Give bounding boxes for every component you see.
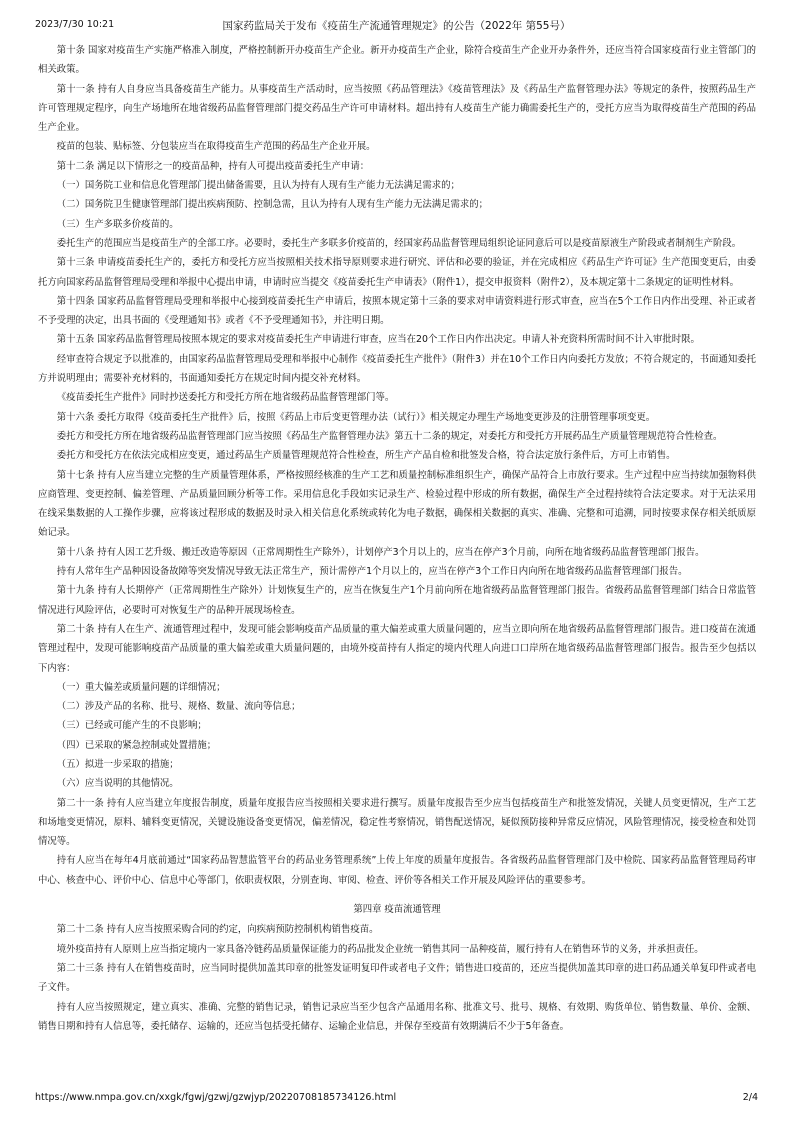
- list-item: （一）国务院工业和信息化管理部门提出储备需要，且认为持有人现有生产能力无法满足需求的；: [56, 180, 460, 192]
- paragraph: 持有人应当按照规定，建立真实、准确、完整的销售记录，销售记录应当至少包含产品通用名称、批准文号、批号、规格、有效期、购货单位、销售数量、单价、金额、销售日期和持有人信息等，委托储存、运输的，还应当包括受托储存、运输企业信息，并保存至疫苗有效期满后不少于5年备查。: [38, 1001, 756, 1032]
- paragraph: 《疫苗委托生产批件》同时抄送委托方和受托方所在地省级药品监督管理部门等。: [56, 392, 395, 404]
- list-item: （二）涉及产品的名称、批号、规格、数量、流向等信息；: [56, 701, 301, 713]
- document-body: [38, 41, 756, 1036]
- list-item: （五）拟进一步采取的措施；: [56, 758, 179, 770]
- list-item: （四）已采取的紧急控制或处置措施；: [56, 739, 217, 751]
- paragraph: 第二十一条 持有人应当建立年度报告制度，质量年度报告应当按照相关要求进行撰写。质量年度报告至少应当包括疫苗生产和批签发情况，关键人员变更情况，生产工艺和场地变更情况，原料、辅料变更情况，关键设施设备变更情况，偏差情况，稳定性考察情况，销售配送情况，疑似预防接种异常反应情况，风险管理情况，接受检查和处罚情况等。: [38, 797, 756, 848]
- paragraph: 第十四条 国家药品监督管理局受理和举报中心接到疫苗委托生产申请后，按照本规定第十三条的要求对申请资料进行形式审查，应当在5个工作日内作出受理、补正或者不予受理的决定，出具书面的《受理通知书》或者《不予受理通知书》，并注明日期。: [38, 295, 756, 327]
- source-url[interactable]: https://www.nmpa.gov.cn/xxgk/fgwj/gzwj/gzwjyp/20220708185734126.html: [35, 1092, 397, 1103]
- page-number: 2/4: [742, 1092, 758, 1103]
- paragraph: 第二十三条 持有人在销售疫苗时，应当同时提供加盖其印章的批签发证明复印件或者电子文件；销售进口疫苗的，还应当提供加盖其印章的进口药品通关单复印件或者电子文件。: [38, 962, 756, 994]
- document-title: 国家药监局关于发布《疫苗生产流通管理规定》的公告（2022年 第55号）: [222, 20, 571, 32]
- chapter-heading: 第四章 疫苗流通管理: [353, 904, 441, 916]
- paragraph: 第十三条 申请疫苗委托生产的，委托方和受托方应当按照相关技术指导原则要求进行研究、评估和必要的验证，并在完成相应《药品生产许可证》生产范围变更后，由委托方向国家药品监督管理局受理和举报中心提出申请，申请时应当提交《疫苗委托生产申请表》（附件1），提交申报资料（附件2），及本规定第十二条规定的证明性材料。: [38, 257, 756, 288]
- paragraph: 第十九条 持有人长期停产（正常周期性生产除外）计划恢复生产的，应当在恢复生产1个月前向所在地省级药品监督管理部门报告。省级药品监督管理部门结合日常监管情况进行风险评估，必要时可对恢复生产的品种开展现场检查。: [38, 585, 756, 616]
- paragraph: 委托方和受托方所在地省级药品监督管理部门应当按照《药品生产监督管理办法》第五十二条的规定，对委托方和受托方开展药品生产质量管理规范符合性检查。: [56, 430, 723, 442]
- list-item: （三）生产多联多价疫苗的。: [56, 218, 179, 230]
- paragraph: 第二十条 持有人在生产、流通管理过程中，发现可能会影响疫苗产品质量的重大偏差或重大质量问题的，应当立即向所在地省级药品监督管理部门报告。进口疫苗在流通管理过程中，发现可能影响疫苗产品质量的重大偏差或重大质量问题的，由境外疫苗持有人指定的境内代理人向进口口岸所在地省级药品监督管理部门报告。报告至少包括以下内容：: [38, 623, 756, 674]
- list-item: （一）重大偏差或质量问题的详细情况；: [56, 681, 226, 693]
- paragraph: 第十八条 持有人因工艺升级、搬迁改造等原因（正常周期性生产除外），计划停产3个月以上的，应当在停产3个月前，向所在地省级药品监督管理部门报告。: [56, 546, 705, 558]
- paragraph: 第十五条 国家药品监督管理局按照本规定的要求对疫苗委托生产申请进行审查，应当在20个工作日内作出决定。申请人补充资料所需时间不计入审批时限。: [56, 334, 700, 346]
- paragraph: 委托生产的范围应当是疫苗生产的全部工序。必要时，委托生产多联多价疫苗的，经国家药品监督管理局组织论证同意后可以是疫苗原液生产阶段或者制剂生产阶段。: [56, 237, 742, 249]
- paragraph: 第二十二条 持有人应当按照采购合同的约定，向疾病预防控制机构销售疫苗。: [56, 924, 379, 936]
- paragraph: 第十六条 委托方取得《疫苗委托生产批件》后，按照《药品上市后变更管理办法（试行）》相关规定办理生产场地变更涉及的注册管理事项变更。: [56, 411, 656, 423]
- list-item: （二）国务院卫生健康管理部门提出疾病预防、控制急需，且认为持有人现有生产能力无法满足需求的；: [56, 199, 489, 211]
- paragraph: 第十一条 持有人自身应当具备疫苗生产能力。从事疫苗生产活动时，应当按照《药品管理法》《疫苗管理法》及《药品生产监督管理办法》等规定的条件，按照药品生产许可管理规定程序，向生产场地所在地省级药品监督管理部门提交药品生产许可申请材料。超出持有人疫苗生产能力确需委托生产的，受托方应当为取得疫苗生产范围的药品生产企业。: [38, 83, 756, 134]
- paragraph: 第十七条 持有人应当建立完整的生产质量管理体系，严格按照经核准的生产工艺和质量控制标准组织生产，确保产品符合上市放行要求。生产过程中应当持续加强物料供应商管理、变更控制、偏差管理、产品质量回顾分析等工作。采用信息化手段如实记录生产、检验过程中形成的所有数据，确保生产全过程持续符合法定要求。对于无法采用在线采集数据的人工操作步骤，应将该过程形成的数据及时录入相关信息化系统或转化为电子数据，确保相关数据的真实、准确、完整和可追溯，同时按要求保存相关纸质原始记录。: [38, 469, 756, 539]
- paragraph: 第十二条 满足以下情形之一的疫苗品种，持有人可提出疫苗委托生产申请：: [56, 160, 370, 172]
- print-datetime: 2023/7/30 10:21: [35, 19, 115, 30]
- list-item: （三）已经或可能产生的不良影响；: [56, 720, 207, 732]
- paragraph: 疫苗的包装、贴标签、分包装应当在取得疫苗生产范围的药品生产企业开展。: [56, 141, 376, 153]
- paragraph: 委托方和受托方在依法完成相应变更，通过药品生产质量管理规范符合性检查，所生产产品自检和批签发合格，符合法定放行条件后，方可上市销售。: [56, 450, 676, 462]
- paragraph: 境外疫苗持有人原则上应当指定境内一家具备冷链药品质量保证能力的药品批发企业统一销售其同一品种疫苗，履行持有人在销售环节的义务，并承担责任。: [56, 943, 704, 955]
- paragraph: 持有人常年生产品种因设备故障等突发情况导致无法正常生产，预计需停产1个月以上的，应当在停产3个工作日内向所在地省级药品监督管理部门报告。: [56, 566, 688, 578]
- list-item: （六）应当说明的其他情况。: [56, 778, 179, 790]
- paragraph: 第十条 国家对疫苗生产实施严格准入制度，严格控制新开办疫苗生产企业。新开办疫苗生产企业，除符合疫苗生产企业开办条件外，还应当符合国家疫苗行业主管部门的相关政策。: [38, 45, 756, 76]
- paragraph: 经审查符合规定予以批准的，由国家药品监督管理局受理和举报中心制作《疫苗委托生产批件》（附件3）并在10个工作日内向委托方发放；不符合规定的，书面通知委托方并说明理由；需要补充材料的，书面通知委托方在规定时间内提交补充材料。: [38, 353, 756, 385]
- paragraph: 持有人应当在每年4月底前通过“国家药品智慧监管平台的药品业务管理系统”上传上年度的质量年度报告。各省级药品监督管理部门及中检院、国家药品监督管理局药审中心、核查中心、评价中心、信息中心等部门，依职责权限，分别查询、审阅、检查、评价等各相关工作开展及风险评估的重要参考。: [38, 855, 756, 886]
